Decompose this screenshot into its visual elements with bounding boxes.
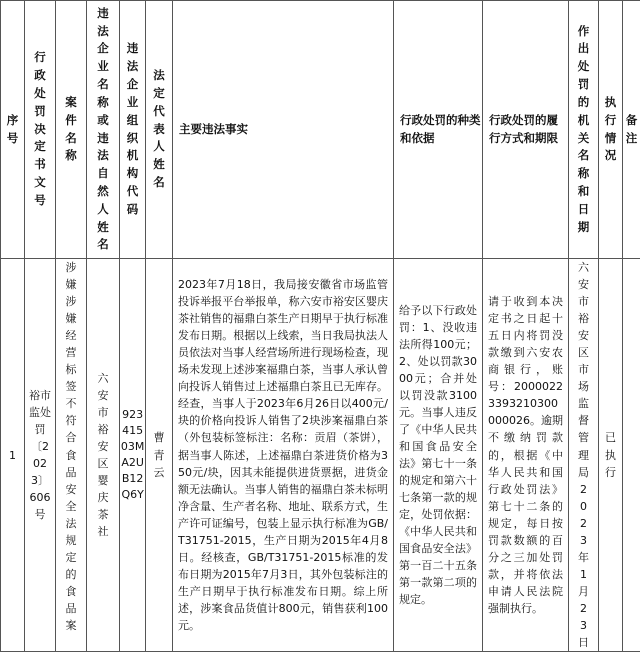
table-row xyxy=(1,259,640,652)
cell-facts: 2023年7月18日，我局接安徽省市场监管投诉举报平台举报单，称六安市裕安区婴庆茶社销售的福鼎白茶生产日期早于执行标准发布日期。根据以上线索，当日我局执法人员依法对当事人经营场所进行现场检查，现场未发现上述涉案福鼎白茶，当事人承认曾向投诉人销售过上述福鼎白茶且已无库存。经查，当事人于2023年6月26日以400元/块的价格向投诉人销售了2块涉案福鼎白茶（外包装标签标注：名称：贡眉（茶饼），据当事人陈述，上述福鼎白茶进货价格为350元/块，因其未能提供进货票据，进货金额无法确认。当事人销售的福鼎白茶未标明净含量、生产者名称、地址、联系方式，生产许可证编号，包装上显示执行标准为GB/T31751-2015，生产日期为2015年4月8日。经核查，GB/T31751-2015标准的发布日期为2015年7月3日，其外包装标注的生产日期早于执行标准发布日期。综上所述，涉案食品货值计800元，销售获利100元。 xyxy=(173,259,394,652)
table-header-row xyxy=(1,1,640,259)
header-case-name: 案件名称 xyxy=(56,1,87,259)
header-seq: 序号 xyxy=(1,1,25,259)
header-performance: 行政处罚的履行方式和期限 xyxy=(483,1,569,259)
header-execution: 执行情况 xyxy=(599,1,623,259)
cell-authority: 六安市裕安区市场监督管理局2023年1月23日 xyxy=(569,259,599,652)
header-offender-name: 违法企业名称或违法自然人姓名 xyxy=(87,1,120,259)
header-authority: 作出处罚的机关名称和日期 xyxy=(569,1,599,259)
cell-legal-rep: 曹青云 xyxy=(146,259,173,652)
header-legal-rep: 法定代表人姓名 xyxy=(146,1,173,259)
cell-performance: 请于收到本决定书之日起十五日内将罚没款缴到六安农商银行，账号：20000223393210300000026。逾期不缴纳罚款的，根据《中华人民共和国行政处罚法》第七十二条的规定，每日按罚款数额的百分之三加处罚款，并将依法申请人民法院强制执行。 xyxy=(483,259,569,652)
cell-penalty-type: 给予以下行政处罚：1、没收违法所得100元；2、处以罚款3000元；合并处以罚没款3100元。当事人违反了《中华人民共和国食品安全法》第七十一条的规定和第六十七条第一款的规定，处罚依据：《中华人民共和国食品安全法》第一百二十五条第一款第二项的规定。 xyxy=(394,259,483,652)
cell-decision-no: 裕市监处罚〔2023〕606号 xyxy=(25,259,56,652)
cell-execution: 已执行 xyxy=(599,259,623,652)
header-facts: 主要违法事实 xyxy=(173,1,394,259)
cell-offender-name: 六安市裕安区婴庆茶社 xyxy=(87,259,120,652)
cell-org-code: 92341503MA2UB12Q6Y xyxy=(120,259,146,652)
header-remarks: 备注 xyxy=(623,1,640,259)
header-org-code: 违法企业组织机构代码 xyxy=(120,1,146,259)
cell-case-name: 涉嫌涉嫌经营标签不符合食品安全法规定的食品案 xyxy=(56,259,87,652)
header-penalty-type: 行政处罚的种类和依据 xyxy=(394,1,483,259)
header-decision-no: 行政处罚决定书文号 xyxy=(25,1,56,259)
cell-remarks xyxy=(623,259,640,652)
cell-seq: 1 xyxy=(1,259,25,652)
